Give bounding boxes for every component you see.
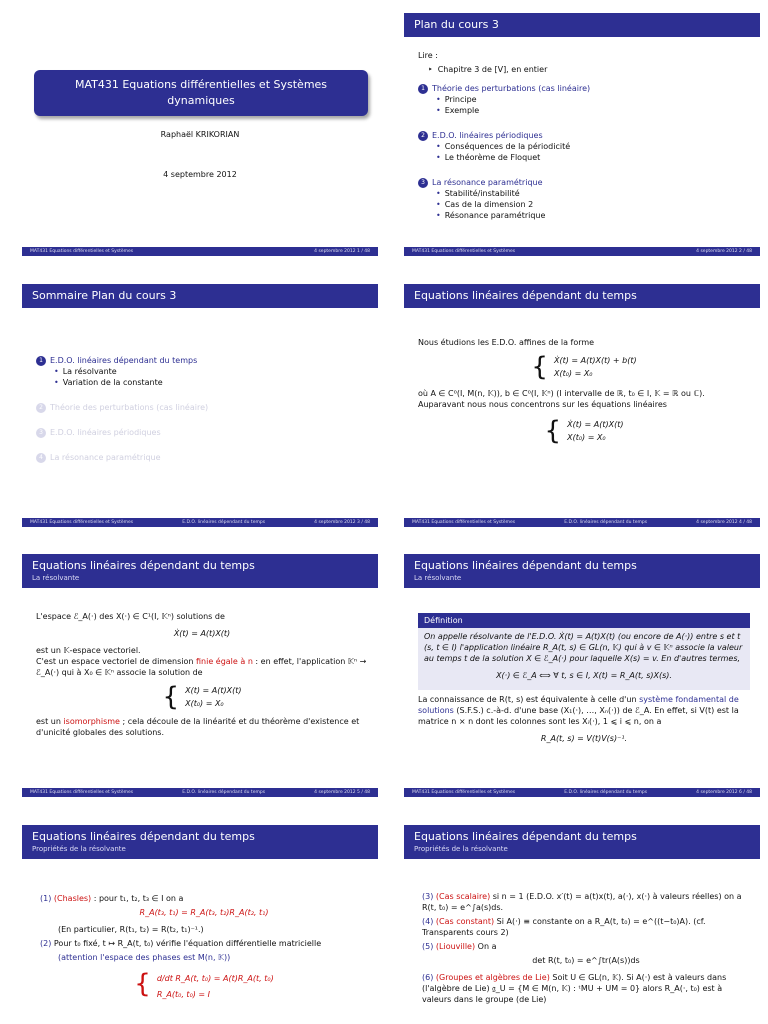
paragraph [36,716,368,738]
section-title: Théorie des perturbations (cas linéaire) [50,403,209,412]
section-4 [36,452,368,463]
list-item: • Variation de la constante [54,377,368,388]
slide-body [36,611,368,738]
slide-footer [22,788,378,797]
paragraph [418,694,750,727]
equation-system [418,418,750,444]
item-number: (1) [40,894,52,903]
equation: R_A(t₀, t₀) = I [156,990,211,999]
list-item: • Stabilité/instabilité [436,188,750,199]
slide-8 [404,812,760,1024]
item-note: (attention l'espace des phases est M(n, 𝕂)) [58,953,231,962]
paragraph: Nous étudions les E.D.O. affines de la forme [418,338,595,347]
equation: Ẋ(t) = A(t)X(t) + b(t) [553,356,637,365]
paragraph: L'espace ℰ_A(·) des X(·) ∈ C¹(I, 𝕂ⁿ) solutions de [36,612,225,621]
list-item: • Le théorème de Floquet [436,152,750,163]
slide-3 [22,271,378,529]
slide-body [36,347,368,463]
highlight-text: isomorphisme [63,717,120,726]
footer-center: E.D.O. linéaires dépendant du temps [564,520,648,525]
paragraph: où A ∈ C⁰(I, M(n, 𝕂)), b ∈ C⁰(I, 𝕂ⁿ) (I intervalle de ℝ, t₀ ∈ I, 𝕂 = ℝ ou ℂ). [418,389,705,398]
definition-text: On appelle résolvante de l'E.D.O. Ẋ(t) = A(t)X(t) (ou encore de A(·)) entre s et t (s, t ∈ I) l'application linéaire R_A(t, s) ∈ GL(n, 𝕂) qui à v ∈ 𝕂ⁿ associe la valeur au temps t de la solution X ∈ ℰ_A(·) pour laquelle X(s) = v. En d'autres termes, [424,632,743,663]
section-number: 3 [36,428,46,438]
list-item [422,916,750,938]
slide-footer [22,518,378,527]
text: est un [36,717,64,726]
highlight-text: finie égale à n [195,657,253,666]
item-text: : pour t₁, t₂, t₃ ∈ I on a [91,894,184,903]
equation: R_A(t, s) = V(t)V(s)⁻¹. [540,734,628,743]
list-item [422,941,750,952]
section-2 [36,402,368,413]
slide-6 [404,541,760,799]
text: ; cela découle de la linéarité et du théorème d'existence et d'unicité globales des solutions. [36,717,360,737]
item-number: (5) [422,942,434,951]
footer-left: MAT431 Equations différentielles et Systèmes [30,520,134,525]
section-title: E.D.O. linéaires périodiques [50,428,161,437]
footer-left: MAT431 Equations différentielles et Systèmes [30,790,134,795]
paragraph: est un 𝕂-espace vectoriel. [36,646,141,655]
slide-footer [404,518,760,527]
section-number: 2 [36,403,46,413]
footer-left: MAT431 Equations différentielles et Systèmes [412,520,516,525]
section-number: 2 [418,131,428,141]
equation: X(t₀) = X₀ [553,369,593,378]
footer-right: 4 septembre 2012 1 / 48 [314,249,370,254]
slide-subtitle: Propriétés de la résolvante [414,845,508,853]
slide-header [22,554,378,588]
slide-header [404,825,760,859]
section-1 [418,83,750,94]
slide-header [404,284,760,308]
slide-title: Sommaire Plan du cours 3 [32,289,177,302]
section-title: Théorie des perturbations (cas linéaire) [432,84,591,93]
item-text: Soit U ∈ GL(n, 𝕂). Si A(·) est à valeurs dans (l'algèbre de Lie) 𝔤_U = {M ∈ M(n, 𝕂) : ᵗMU + UM = 0} alors R_A(·, t₀) est à valeurs dans le groupe (de Lie) [422,973,727,1004]
slide-subtitle: La résolvante [32,574,80,582]
slide-title-box: MAT431 Equations différentielles et Systèmes dynamiques [34,70,368,116]
list-item [40,938,368,949]
slide-7 [22,812,378,1024]
slide-title: Equations linéaires dépendant du temps [414,830,637,843]
section-number: 1 [36,356,46,366]
footer-right: 4 septembre 2012 2 / 48 [696,249,752,254]
list-item [40,893,368,904]
section-title: E.D.O. linéaires dépendant du temps [50,356,198,365]
equation: X(·) ∈ ℰ_A ⟺ ∀ t, s ∈ I, X(t) = R_A(t, s)X(s). [496,671,672,680]
equation: X(t₀) = X₀ [567,433,606,442]
equation-system [418,354,750,380]
item-number: (2) [40,939,52,948]
slide-header [22,825,378,859]
definition-header: Définition [418,613,750,628]
footer-left: MAT431 Equations différentielles et Systèmes [30,249,134,254]
slide-title: Equations linéaires dépendant du temps [32,559,255,572]
slide-body [418,609,750,750]
slide-title: Equations linéaires dépendant du temps [414,559,637,572]
slide-footer [22,247,378,256]
section-number: 3 [418,178,428,188]
equation: Ẋ(t) = A(t)X(t) [567,420,624,429]
text: La connaissance de R(t, s) est équivalente à celle d'un [418,695,640,704]
brace-icon: { [162,682,180,712]
item-text: si n = 1 (E.D.O. x′(t) = a(t)x(t), a(·), x(·) à valeurs réelles) on a R(t, t₀) = e^∫a(s)ds. [422,892,742,912]
slide-title: Plan du cours 3 [414,18,499,31]
brace-icon: { [134,968,151,999]
slide-header [22,284,378,308]
item-text: Pour t₀ fixé, t ↦ R_A(t, t₀) vérifie l'équation différentielle matricielle [53,939,322,948]
item-number: (3) [422,892,434,901]
section-number: 1 [418,84,428,94]
list-item [422,891,750,913]
item-label: (Groupes et algèbres de Lie) [435,973,550,982]
slide-header [404,554,760,588]
equation-system [40,966,368,1001]
definition-body [418,628,750,690]
list-item: • Résonance paramétrique [436,210,750,221]
slide-4 [404,271,760,529]
list-item: • La résolvante [54,366,368,377]
paragraph: Auparavant nous nous concentrons sur les équations linéaires [418,400,667,409]
footer-right: 4 septembre 2012 5 / 48 [314,790,370,795]
date: 4 septembre 2012 [163,170,237,179]
section-3 [36,427,368,438]
slide-header [404,13,760,37]
item-number: (4) [422,917,434,926]
footer-left: MAT431 Equations différentielles et Systèmes [412,790,516,795]
item-text: On a [475,942,497,951]
footer-right: 4 septembre 2012 4 / 48 [696,520,752,525]
text: C'est un espace vectoriel de dimension [36,657,196,666]
item-label: (Liouville) [435,942,476,951]
equation: det R(t, t₀) = e^∫tr(A(s))ds [532,956,640,965]
definition-box [418,613,750,690]
slide-body [418,337,750,450]
footer-center: E.D.O. linéaires dépendant du temps [564,790,648,795]
equation-system [36,684,368,710]
item-label: (Chasles) [53,894,92,903]
paragraph [36,656,368,678]
item-number: (6) [422,973,434,982]
text: (S.F.S.) c.-à-d. d'une base (X₁(·), …, Xₙ(·)) de ℰ_A. En effet, si V(t) est la matrice n × n dont les colonnes sont les Xᵢ(·), 1 ⩽ i ⩽ n, on a [418,706,739,726]
section-title: La résonance paramétrique [432,178,543,187]
slide-subtitle: La résolvante [414,574,462,582]
slide-body [418,50,750,221]
item-text: Si A(·) ≡ constante on a R_A(t, t₀) = e^((t−t₀)A). (cf. Transparents cours 2) [422,917,706,937]
footer-right: 4 septembre 2012 3 / 48 [314,520,370,525]
item-label: (Cas constant) [435,917,495,926]
equation: d/dt R_A(t, t₀) = A(t)R_A(t, t₀) [156,974,274,983]
slide-2 [404,0,760,258]
equation: R_A(t₃, t₁) = R_A(t₃, t₂)R_A(t₂, t₁) [139,908,269,917]
footer-right: 4 septembre 2012 6 / 48 [696,790,752,795]
section-items [36,366,368,388]
slide-footer [404,247,760,256]
section-items [418,188,750,221]
slide-title: Equations linéaires dépendant du temps [32,830,255,843]
author: Raphaël KRIKORIAN [160,130,240,139]
footer-left: MAT431 Equations différentielles et Systèmes [412,249,516,254]
slide-title: Equations linéaires dépendant du temps [414,289,637,302]
section-title: E.D.O. linéaires périodiques [432,131,543,140]
equation: X(t) = A(t)X(t) [185,686,242,695]
brace-icon: { [544,416,562,446]
slide-5 [22,541,378,799]
equation: Ẋ(t) = A(t)X(t) [173,629,231,638]
lire-item: ‣ Chapitre 3 de [V], en entier [418,64,750,75]
text: : en effet, l'application 𝕂ⁿ → ℰ_A(·) qui à X₀ ∈ 𝕂ⁿ associe la solution de [36,657,367,677]
footer-center: E.D.O. linéaires dépendant du temps [182,520,266,525]
section-title: La résonance paramétrique [50,453,161,462]
section-1 [36,355,368,366]
section-items [418,94,750,116]
list-item [422,972,750,1005]
equation: X(t₀) = X₀ [185,699,224,708]
section-2 [418,130,750,141]
brace-icon: { [531,352,548,382]
item-note: (En particulier, R(t₁, t₂) = R(t₂, t₁)⁻¹.) [58,925,204,934]
slide-footer [404,788,760,797]
item-label: (Cas scalaire) [435,892,491,901]
footer-center: E.D.O. linéaires dépendant du temps [182,790,266,795]
slide-1 [22,0,378,258]
section-items [418,141,750,163]
slide-subtitle: Propriétés de la résolvante [32,845,126,853]
list-item: • Exemple [436,105,750,116]
lire-label: Lire : [418,51,438,60]
slide-body [40,890,368,1007]
highlight-text: système fondamental de solutions [418,695,739,715]
section-number: 4 [36,453,46,463]
slide-body [422,888,750,1005]
list-item: • Conséquences de la périodicité [436,141,750,152]
list-item: • Principe [436,94,750,105]
list-item: • Cas de la dimension 2 [436,199,750,210]
section-3 [418,177,750,188]
